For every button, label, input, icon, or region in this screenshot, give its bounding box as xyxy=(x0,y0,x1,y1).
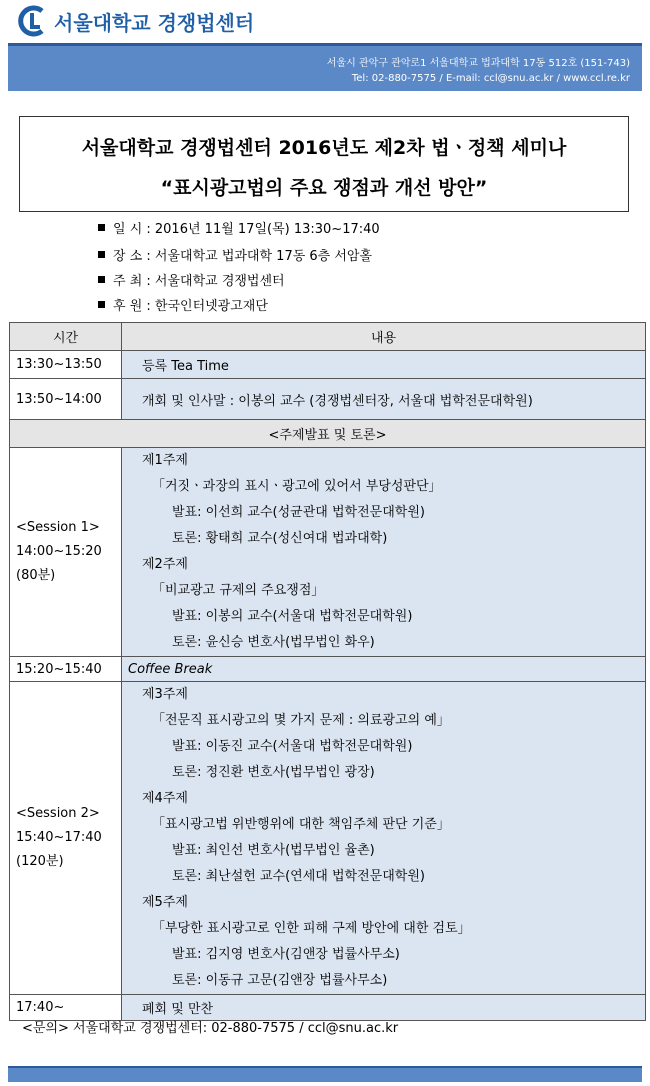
session2-label: <Session 2> xyxy=(16,806,100,821)
info-host: 주 최 : 서울대학교 경쟁법센터 xyxy=(98,270,285,289)
presenter: 발표: 최인선 변호사(법무법인 율촌) xyxy=(172,843,375,858)
info-sponsor: 후 원 : 한국인터넷광고재단 xyxy=(98,295,268,314)
discussant: 토론: 윤신승 변호사(법무법인 화우) xyxy=(172,635,375,650)
header-content: 내용 xyxy=(122,323,646,351)
bullet-square-icon xyxy=(98,301,105,308)
bullet-square-icon xyxy=(98,276,105,283)
table-row xyxy=(10,379,646,420)
row-content: Coffee Break xyxy=(122,657,646,682)
bullet-square-icon xyxy=(98,224,105,231)
presenter: 발표: 이선희 교수(성균관대 법학전문대학원) xyxy=(172,505,425,520)
session-banner: <주제발표 및 토론> xyxy=(10,420,646,448)
session2-time: 15:40~17:40 xyxy=(16,830,102,845)
address-text: 서울시 관악구 관악로1 서울대학교 법과대학 17동 512호 (151-743) xyxy=(326,58,630,69)
discussant: 토론: 최난설헌 교수(연세대 법학전문대학원) xyxy=(172,869,425,884)
row-content: 등록 Tea Time xyxy=(142,359,229,374)
seminar-title: 서울대학교 경쟁법센터 2016년도 제2차 법ㆍ정책 세미나 xyxy=(81,137,567,159)
topic-title: 「표시광고법 위반행위에 대한 책임주체 판단 기준」 xyxy=(152,817,450,832)
table-header-row xyxy=(10,323,646,351)
topic-title: 「전문직 표시광고의 몇 가지 문제 : 의료광고의 예」 xyxy=(152,713,450,728)
schedule-table xyxy=(9,322,646,1021)
row-time: 13:50~14:00 xyxy=(10,379,122,420)
seminar-subtitle: “표시광고법의 주요 쟁점과 개선 방안” xyxy=(160,177,488,199)
table-row xyxy=(10,351,646,379)
session1-label: <Session 1> xyxy=(16,520,100,535)
discussant: 토론: 정진환 변호사(법무법인 광장) xyxy=(172,765,375,780)
contact-text: Tel: 02-880-7575 / E-mail: ccl@snu.ac.kr / www.ccl.re.kr xyxy=(351,73,630,84)
org-name: 서울대학교 경쟁법센터 xyxy=(54,10,255,35)
row-time: 17:40~ xyxy=(10,995,122,1021)
discussant: 토론: 황태희 교수(성신여대 법과대학) xyxy=(172,531,388,546)
topic-heading: 제5주제 xyxy=(142,895,188,910)
inquiry-contact: <문의> 서울대학교 경쟁법센터: 02-880-7575 / ccl@snu.ac.kr xyxy=(22,1021,399,1036)
session2-row xyxy=(10,682,646,995)
row-time: 15:20~15:40 xyxy=(10,657,122,682)
topic-title: 「비교광고 규제의 주요쟁점」 xyxy=(152,583,325,598)
row-content: 폐회 및 만찬 xyxy=(142,1002,214,1017)
topic-title: 「거짓ㆍ과장의 표시ㆍ광고에 있어서 부당성판단」 xyxy=(152,479,442,494)
topic-title: 「부당한 표시광고로 인한 피해 구제 방안에 대한 검토」 xyxy=(152,921,471,936)
session1-duration: (80분) xyxy=(16,568,56,583)
topic-heading: 제1주제 xyxy=(142,453,188,468)
session1-time: 14:00~15:20 xyxy=(16,544,102,559)
session2-duration: (120분) xyxy=(16,854,64,869)
header-band xyxy=(8,43,642,91)
info-place: 장 소 : 서울대학교 법과대학 17동 6층 서암홀 xyxy=(98,245,372,264)
coffee-row xyxy=(10,657,646,682)
session-banner-row xyxy=(10,420,646,448)
footer-band xyxy=(8,1066,642,1082)
header-time: 시간 xyxy=(10,323,122,351)
presenter: 발표: 김지영 변호사(김앤장 법률사무소) xyxy=(172,947,400,962)
topic-heading: 제3주제 xyxy=(142,687,188,702)
topic-heading: 제4주제 xyxy=(142,791,188,806)
row-content: 개회 및 인사말 : 이봉의 교수 (경쟁법센터장, 서울대 법학전문대학원) xyxy=(142,393,533,409)
topic-heading: 제2주제 xyxy=(142,557,188,572)
ccl-logo-icon xyxy=(16,4,50,38)
presenter: 발표: 이봉의 교수(서울대 법학전문대학원) xyxy=(172,609,413,624)
bullet-square-icon xyxy=(98,251,105,258)
presenter: 발표: 이동진 교수(서울대 법학전문대학원) xyxy=(172,739,413,754)
info-date: 일 시 : 2016년 11월 17일(목) 13:30~17:40 xyxy=(98,218,380,237)
row-time: 13:30~13:50 xyxy=(10,351,122,379)
org-logo xyxy=(16,4,254,38)
seminar-title-box xyxy=(19,116,629,212)
discussant: 토론: 이동규 고문(김앤장 법률사무소) xyxy=(172,973,388,988)
session1-row xyxy=(10,448,646,657)
